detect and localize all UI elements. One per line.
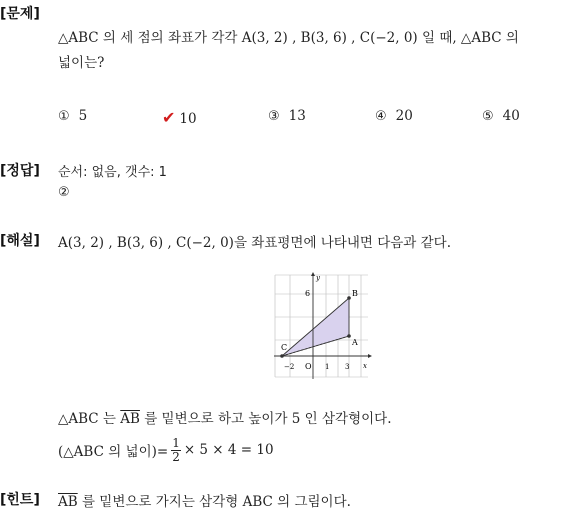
point-c-label: C bbox=[281, 343, 288, 352]
x-tick-1: 1 bbox=[325, 363, 330, 371]
choice-value: 40 bbox=[502, 108, 520, 124]
choice-2[interactable] bbox=[162, 108, 197, 127]
point-b-label: B bbox=[352, 289, 358, 298]
problem-text-line2: 넓이는? bbox=[58, 55, 105, 71]
choice-value: 10 bbox=[179, 111, 197, 127]
choice-value: 13 bbox=[288, 108, 306, 124]
point-b bbox=[347, 296, 351, 300]
problem-label: [문제] bbox=[0, 6, 40, 22]
triangle-abc bbox=[282, 298, 349, 356]
x-tick-neg2: −2 bbox=[284, 363, 295, 371]
origin-label: O bbox=[305, 362, 312, 371]
fraction-denominator: 2 bbox=[172, 449, 180, 464]
choice-number: ① bbox=[58, 109, 70, 124]
point-a bbox=[347, 334, 351, 338]
checkmark-icon: ✔ bbox=[162, 108, 176, 127]
coordinate-graph bbox=[272, 272, 372, 382]
hint-segment-ab: $\overline{AB}$ bbox=[58, 494, 78, 510]
fraction-half bbox=[171, 437, 181, 464]
choice-1[interactable] bbox=[58, 108, 87, 124]
hint-text-body: 를 밑변으로 가지는 삼각형 ABC 의 그림이다. bbox=[77, 494, 351, 510]
choice-4[interactable] bbox=[375, 108, 413, 124]
y-tick-6: 6 bbox=[305, 289, 311, 298]
choice-5[interactable] bbox=[482, 108, 520, 124]
choice-3[interactable] bbox=[268, 108, 306, 124]
hint-text bbox=[58, 490, 351, 510]
choice-value: 20 bbox=[395, 108, 413, 124]
choice-number: ⑤ bbox=[482, 109, 494, 124]
explanation-line2-pre: △ABC 는 bbox=[58, 411, 121, 427]
point-c bbox=[280, 354, 284, 358]
answer-label: [정답] bbox=[0, 163, 40, 179]
formula-prefix: (△ABC 의 넓이)= bbox=[58, 444, 169, 460]
answer-value: ② bbox=[58, 185, 70, 200]
choice-number: ③ bbox=[268, 109, 280, 124]
answer-meta: 순서: 없음, 갯수: 1 bbox=[58, 165, 167, 180]
segment-ab: $\overline{AB}$ bbox=[120, 411, 140, 427]
explanation-formula bbox=[58, 432, 274, 468]
formula-suffix: × 5 × 4 = 10 bbox=[183, 442, 274, 458]
problem-text-line1: △ABC 의 세 점의 좌표가 각각 A(3, 2) , B(3, 6) , C(−2, 0) 일 때, △ABC 의 bbox=[58, 30, 519, 46]
explanation-line2 bbox=[58, 407, 392, 427]
explanation-label: [해설] bbox=[0, 233, 40, 249]
choice-value: 5 bbox=[78, 108, 88, 124]
point-a-label: A bbox=[352, 338, 358, 347]
x-tick-3: 3 bbox=[345, 363, 350, 371]
choice-number: ④ bbox=[375, 109, 387, 124]
explanation-line1: A(3, 2) , B(3, 6) , C(−2, 0)을 좌표평면에 나타내면 다음과 같다. bbox=[58, 235, 452, 251]
hint-label: [힌트] bbox=[0, 492, 40, 508]
explanation-line2-post: 를 밑변으로 하고 높이가 5 인 삼각형이다. bbox=[139, 411, 392, 427]
fraction-numerator: 1 bbox=[172, 435, 180, 450]
y-axis-label: y bbox=[316, 274, 320, 282]
x-axis-label: x bbox=[363, 362, 367, 370]
